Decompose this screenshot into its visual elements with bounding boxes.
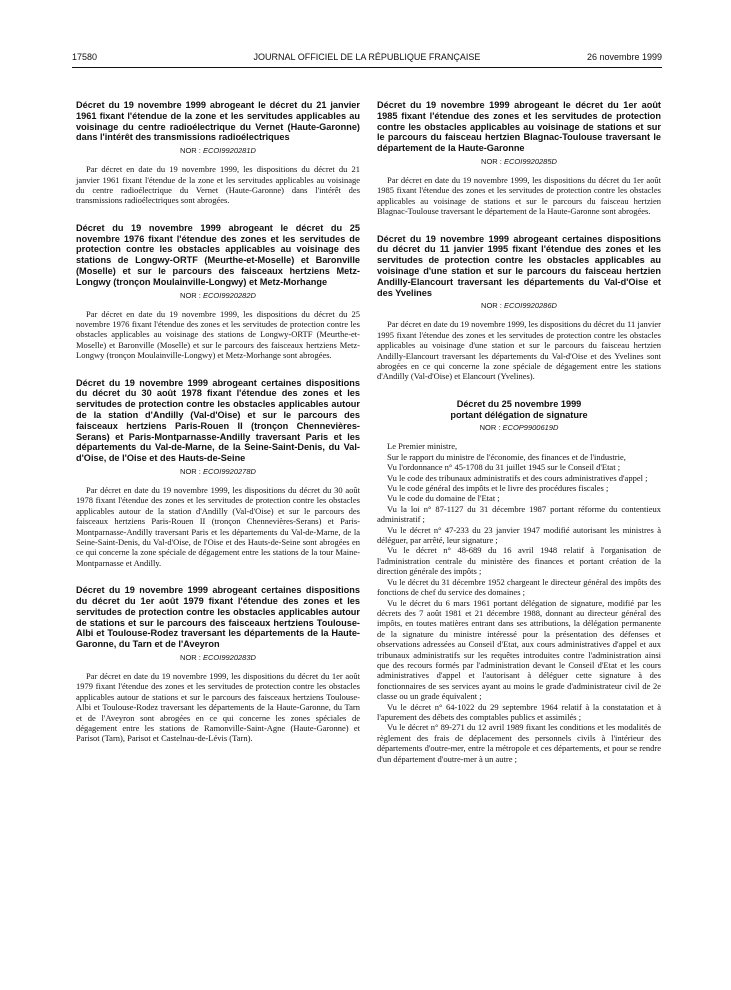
delegation-paragraph: Vu le décret du 6 mars 1961 portant délégation de signature, modifié par les décrets des 7 août 1981 et 21 décembre 1988, donnant au directeur général des impôts, en toutes matières entrant dans ses attributions, la délégation permanente de la signature du ministre intéressé pour la présentation des défenses et observations adressées au Conseil d'Etat, aux cours administratives d'appel et aux tribunaux administratifs sur les requêtes introduites contre l'administration ainsi que des recours formés par l'administration devant le Conseil d'Etat et les cours administratives d'appel et l'autorisant à déléguer cette signature à des fonctionnaires de ses services ayant au moins le grade d'administrateur civil de 2e classe ou un grade équivalent ; bbox=[377, 597, 661, 702]
issue-date: 26 novembre 1999 bbox=[586, 52, 662, 62]
nor-code: ECOI9920282D bbox=[202, 290, 256, 300]
decree-title: Décret du 19 novembre 1999 abrogeant certaines dispositions du décret du 1er août 1979 fixant l'étendue des zones et les servitudes de protection contre les obstacles applicables autour de stations et sur le parcours des faisceaux hertziens Toulouse-Albi et Toulouse-Rodez traversant les départements de la Haute-Garonne, du Tarn et de l'Aveyron bbox=[76, 585, 360, 650]
nor-code: ECOI9920285D bbox=[503, 156, 557, 166]
nor-code: ECOI9920281D bbox=[202, 146, 256, 156]
nor-reference bbox=[377, 301, 661, 310]
delegation-decree bbox=[377, 399, 661, 764]
nor-label: NOR : bbox=[481, 156, 502, 166]
right-column bbox=[377, 100, 661, 781]
decree-title: Décret du 19 novembre 1999 abrogeant le décret du 1er août 1985 fixant l'étendue des zones et les servitudes de protection contre les obstacles applicables au voisinage de stations et sur le parcours du faisceau hertzien Blagnac-Toulouse traversant le département de la Haute-Garonne bbox=[377, 100, 661, 154]
nor-label: NOR : bbox=[479, 423, 501, 433]
nor-label: NOR : bbox=[180, 290, 201, 300]
page-number: 17580 bbox=[72, 52, 98, 62]
nor-label: NOR : bbox=[481, 301, 502, 311]
decree-body: Par décret en date du 19 novembre 1999, les dispositions du décret du 1er août 1985 fixant l'étendue des zones et les servitudes de protection contre les obstacles applicables au voisinage de stations et sur le parcours du faisceau hertzien Blagnac-Toulouse traversant le département de la Haute-Garonne sont abrogées. bbox=[377, 174, 661, 217]
nor-reference bbox=[76, 467, 360, 476]
decree-body: Par décret en date du 19 novembre 1999, les dispositions du décret du 25 novembre 1976 fixant l'étendue des zones et les servitudes de protection contre les obstacles applicables au voisinage des stations de Longwy-ORTF (Meurthe-et-Moselle) et Baronville (Moselle) et sur le parcours des faisceaux hertziens Metz-Longwy (tronçon Moulainville-Longwy) et Metz-Morhange sont abrogées. bbox=[76, 308, 360, 361]
header-rule bbox=[72, 67, 662, 68]
delegation-paragraph: Vu le code des tribunaux administratifs et des cours administratives d'appel ; bbox=[387, 472, 648, 483]
nor-label: NOR : bbox=[180, 146, 201, 156]
decree-block bbox=[76, 100, 360, 206]
nor-reference bbox=[377, 423, 661, 432]
delegation-paragraph: Vu le code général des impôts et le livre des procédures fiscales ; bbox=[387, 483, 609, 494]
nor-label: NOR : bbox=[180, 653, 201, 663]
nor-label: NOR : bbox=[180, 467, 201, 476]
nor-reference bbox=[76, 653, 360, 662]
decree-block bbox=[377, 100, 661, 217]
delegation-paragraph: Vu le décret n° 64-1022 du 29 septembre 1964 relatif à la constatation et à l'apurement des débets des comptables publics et assimilés ; bbox=[377, 701, 661, 722]
delegation-paragraph: Le Premier ministre, bbox=[387, 441, 458, 452]
nor-code: ECOP9900619D bbox=[502, 423, 559, 433]
decree-title: Décret du 19 novembre 1999 abrogeant le décret du 25 novembre 1976 fixant l'étendue des zones et les servitudes de protection contre les obstacles applicables au voisinage des stations de Longwy-ORTF (Meurthe-et-Moselle) et Baronville (Moselle) et sur le parcours des faisceaux hertziens Metz-Longwy (tronçon Moulainville-Longwy) et Metz-Morhange bbox=[76, 222, 360, 287]
left-column bbox=[76, 100, 360, 761]
decree-body: Par décret en date du 19 novembre 1999, les dispositions du décret du 21 janvier 1961 fixant l'étendue de la zone et les servitudes applicables au voisinage du centre radioélectrique du Vernet (Haute-Garonne) dans l'intérêt des transmissions radioélectriques sont abrogées. bbox=[76, 164, 360, 206]
journal-title: JOURNAL OFFICIEL DE LA RÉPUBLIQUE FRANÇAISE bbox=[253, 52, 481, 62]
nor-reference bbox=[76, 146, 360, 155]
delegation-paragraph: Vu le code du domaine de l'Etat ; bbox=[387, 493, 500, 504]
delegation-paragraph: Vu le décret n° 48-689 du 16 avril 1948 relatif à l'organisation de l'administration centrale du ministère des finances et portant création de la direction générale des impôts ; bbox=[377, 545, 661, 577]
decree-block bbox=[76, 585, 360, 744]
decree-block bbox=[76, 223, 360, 361]
delegation-paragraph: Vu l'ordonnance n° 45-1708 du 31 juillet 1945 sur le Conseil d'Etat ; bbox=[387, 462, 621, 473]
nor-reference bbox=[377, 157, 661, 166]
page-header bbox=[72, 52, 662, 66]
nor-code: ECOI9920286D bbox=[503, 301, 557, 311]
decree-title: Décret du 19 novembre 1999 abrogeant certaines dispositions du décret du 30 août 1978 fixant l'étendue des zones et les servitudes de protection contre les obstacles applicables autour de la station d'Andilly (Val-d'Oise) et sur le parcours des faisceaux hertziens Paris-Rouen II (tronçon Chennevières-Serans) et Paris-Montparnasse-Andilly traversant Paris et les départements du Val-de-Marne, de la Seine-Saint-Denis, du Val-d'Oise, de l'Oise et des Hauts-de-Seine bbox=[76, 377, 360, 464]
decree-body: Par décret en date du 19 novembre 1999, les dispositions du décret du 1er août 1979 fixant l'étendue des zones et les servitudes de protection contre les obstacles applicables autour de stations et sur le parcours des faisceaux hertziens Toulouse-Albi et Toulouse-Rodez traversant les départements de la Haute-Garonne, du Tarn et de l'Aveyron sont abrogées en ce qui concerne les zones spéciales de dégagement entre les stations de Ramonville-Saint-Agne (Haute-Garonne) et Parisot (Tarn), Parisot et Castelnau-de-Lévis (Tarn). bbox=[76, 671, 360, 744]
nor-reference bbox=[76, 291, 360, 300]
delegation-title-line1: Décret du 25 novembre 1999 bbox=[456, 398, 582, 409]
delegation-title-line2: portant délégation de signature bbox=[450, 409, 588, 420]
decree-title: Décret du 19 novembre 1999 abrogeant certaines dispositions du décret du 11 janvier 1995 fixant l'étendue des zones et les servitudes de protection contre les obstacles applicables au voisinage d'une station et sur le parcours du faisceau hertzien Andilly-Elancourt traversant les départements du Val-d'Oise et des Yvelines bbox=[377, 233, 661, 298]
delegation-paragraph: Vu le décret n° 89-271 du 12 avril 1989 fixant les conditions et les modalités de règlement des frais de déplacement des personnels civils à l'intérieur des départements d'outre-mer, entre la métropole et ces départements, et pour se rendre d'un département d'outre-mer à un autre ; bbox=[377, 722, 661, 764]
decree-block bbox=[377, 234, 661, 382]
decree-body: Par décret en date du 19 novembre 1999, les dispositions du décret du 30 août 1978 fixant l'étendue des zones et les servitudes de protection contre les obstacles applicables autour de la station d'Andilly (Val-d'Oise) et sur le parcours des faisceaux hertziens Paris-Rouen II (tronçon Chennevières-Serans) et Paris-Montparnasse-Andilly traversant Paris et les départements du Val-de-Marne, de la Seine-Saint-Denis, du Val-d'Oise, de l'Oise et des Hauts-de-Seine sont abrogées en ce qui concerne la zone spéciale de dégagement entre les stations de la tour Maine-Montparnasse et Andilly. bbox=[76, 485, 360, 568]
decree-block bbox=[76, 378, 360, 569]
decree-title: Décret du 19 novembre 1999 abrogeant le décret du 21 janvier 1961 fixant l'étendue de la zone et les servitudes applicables au voisinage du centre radioélectrique du Vernet (Haute-Garonne) dans l'intérêt des transmissions radioélectriques bbox=[76, 100, 360, 143]
delegation-paragraph: Sur le rapport du ministre de l'économie, des finances et de l'industrie, bbox=[387, 451, 626, 462]
decree-body: Par décret en date du 19 novembre 1999, les dispositions du décret du 11 janvier 1995 fixant l'étendue des zones et les servitudes de protection contre les obstacles applicables au voisinage d'une station et sur le parcours du faisceau hertzien Andilly-Elancourt traversant les départements du Val-d'Oise et des Yvelines sont abrogées en ce qui concerne la zone spéciale de dégagement entre les stations d'Andilly (Val-d'Oise) et Elancourt (Yvelines). bbox=[377, 319, 661, 382]
nor-code: ECOI9920278D bbox=[202, 467, 256, 476]
delegation-paragraph: Vu la loi n° 87-1127 du 31 décembre 1987 portant réforme du contentieux administratif ; bbox=[377, 503, 661, 525]
nor-code: ECOI9920283D bbox=[202, 653, 256, 663]
delegation-paragraph: Vu le décret n° 47-233 du 23 janvier 1947 modifié autorisant les ministres à déléguer, par arrêté, leur signature ; bbox=[377, 524, 661, 546]
delegation-paragraph: Vu le décret du 31 décembre 1952 chargeant le directeur général des impôts des fonctions de chef du service des domaines ; bbox=[377, 576, 661, 598]
